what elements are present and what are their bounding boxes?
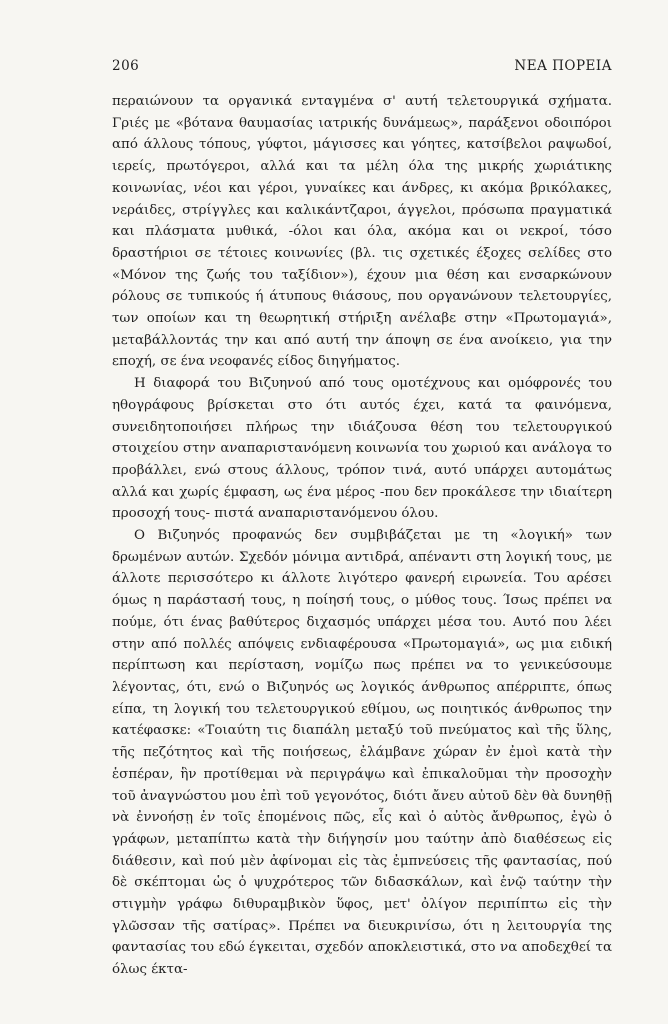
page-number: 206: [112, 58, 140, 74]
body-text: [112, 91, 612, 981]
running-header: [112, 58, 612, 80]
journal-title: ΝΕΑ ΠΟΡΕΙΑ: [514, 58, 612, 74]
paragraph: Η διαφορά του Βιζυηνού από τους ομοτέχνους και ομόφρονές του ηθογράφους βρίσκεται στο ότι αυτός έχει, κατά τα φαινόμενα, συνειδητοποιήσει πλήρως την ιδιάζουσα θέση του τελετουργικού στοιχείου στην αναπαριστανόμενη κοινωνία του χωριού και ανάλογα το προβάλλει, ενώ στους άλλους, τρόπον τινά, αυτό υπάρχει αυτομάτως αλλά και χωρίς έμφαση, ως ένα μέρος -που δεν προκάλεσε την ιδιαίτερη προσοχή τους- πιστά αναπαριστανόμενου όλου.: [112, 376, 612, 522]
paragraph: Ο Βιζυηνός προφανώς δεν συμβιβάζεται με τη «λογική» των δρωμένων αυτών. Σχεδόν μόνιμα αντιδρά, απέναντι στη λογική τους, με άλλοτε περισσότερο κι άλλοτε λιγότερο φανερή ειρωνεία. Του αρέσει όμως η παράστασή τους, η ποίησή τους, ο μύθος τους. Ίσως πρέπει να πούμε, ότι ένας βαθύτερος διχασμός υπάρχει μέσα του. Αυτό που λέει στην από πολλές απόψεις ενδιαφέρουσα «Πρωτομαγιά», ως μια ειδική περίπτωση και περίσταση, νομίζω πως πρέπει να το γενικεύσουμε λέγοντας, ότι, ενώ ο Βιζυηνός ως λογικός άνθρωπος απέρριπτε, όπως είπα, τη λογική του τελετουργικού εθίμου, ως ποιητικός άνθρωπος την κατέφασκε: «Τοιαύτη τις διαπάλη μεταξύ τοῦ πνεύματος καὶ τῆς ὕλης, τῆς πεζότητος καὶ τῆς ποιήσεως, ἐλάμβανε χώραν ἐν ἐμοὶ κατὰ τὴν ἑσπέραν, ἣν προτίθεμαι νὰ περιγράψω καὶ ἐπικαλοῦμαι τὴν προσοχὴν τοῦ ἀναγνώστου μου ἐπὶ τοῦ γεγονότος, διότι ἄνευ αὐτοῦ δὲν θὰ δυνηθῇ νὰ ἐννοήσῃ ἐν τοῖς ἑπομένοις πῶς, εἷς καὶ ὁ αὐτὸς ἄνθρωπος, ἐγὼ ὁ γράφων, μεταπίπτω κατὰ τὴν διήγησίν μου ταύτην ἀπὸ διαθέσεως εἰς διάθεσιν, καὶ πού μὲν ἀφίνομαι εἰς τὰς ἐμπνεύσεις τῆς φαντασίας, πού δὲ σκέπτομαι ὡς ὁ ψυχρότερος τῶν διδασκάλων, καὶ ἐνῷ ταύτην τὴν στιγμὴν γράφω διθυραμβικὸν ὕφος, μετ' ὀλίγον περιπίπτω εἰς τὴν γλῶσσαν τῆς σατίρας». Πρέπει να διευκρινίσω, ότι η λειτουργία της φαντασίας του εδώ έγκειται, σχεδόν αποκλειστικά, στο να αποδεχθεί τα όλως έκτα-: [112, 528, 612, 978]
paragraph-continued: περαιώνουν τα οργανικά ενταγμένα σ' αυτή τελετουργικά σχήματα. Γριές με «βότανα θαυμασίας ιατρικής δυνάμεως», παράξενοι οδοιπόροι από άλλους τόπους, γύφτοι, μάγισσες και γόητες, κατσίβελοι ραψωδοί, ιερείς, πρωτόγεροι, αλλά και τα μέλη όλα της μικρής χωριάτικης κοινωνίας, νέοι και γέροι, γυναίκες και άνδρες, κι ακόμα βρικόλακες, νεράιδες, στρίγγλες και καλικάντζαροι, άγγελοι, πρόσωπα πραγματικά και πλάσματα μυθικά, -όλοι και όλα, ακόμα και οι νεκροί, τόσο δραστήριοι σε τέτοιες κοινωνίες (βλ. τις σχετικές έξοχες σελίδες στο «Μόνον της ζωής του ταξίδιον»), έχουν μια θέση και ενσαρκώνουν ρόλους σε τυπικούς ή άτυπους θιάσους, που οργανώνουν τελετουργίες, των οποίων και τη θεωρητική στήριξη ανέλαβε στην «Πρωτομαγιά», μεταβάλλοντάς την και από αυτή την άποψη σε ένα ανοίκειο, για την εποχή, σε ένα νεοφανές είδος διηγήματος.: [112, 94, 612, 370]
